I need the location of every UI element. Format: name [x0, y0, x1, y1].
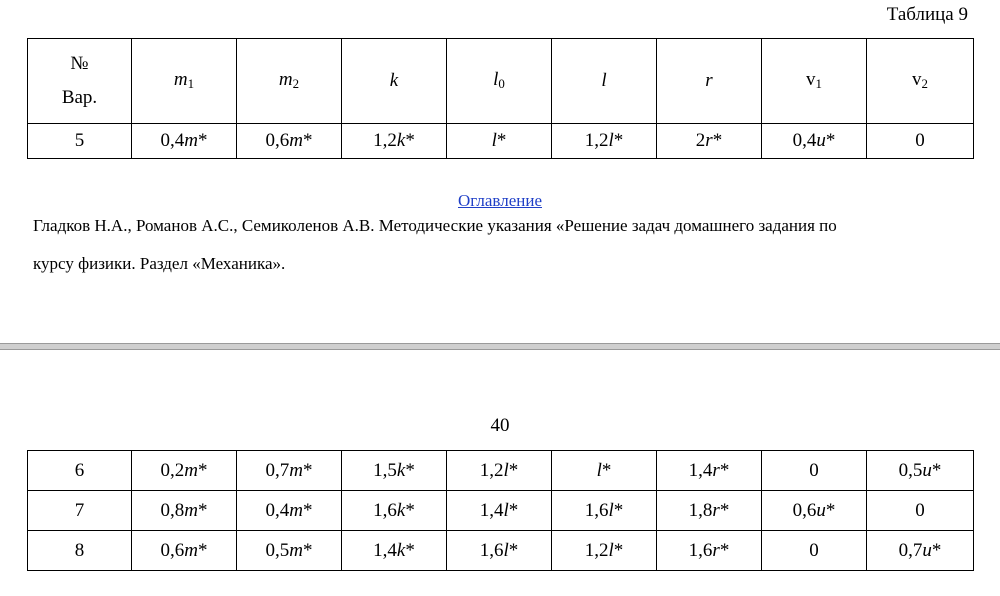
- cell-variant-number: 6: [28, 451, 132, 491]
- cell-coefficient: 0: [915, 130, 925, 151]
- cell-coefficient: 0,6: [160, 539, 185, 561]
- table-cell: [132, 491, 237, 531]
- table-cell: [237, 531, 342, 571]
- cell-star: *: [931, 539, 942, 561]
- cell-star: *: [405, 539, 415, 561]
- table-cell: [867, 124, 974, 159]
- cell-star: *: [496, 130, 507, 151]
- cell-coefficient: 1,2: [584, 130, 609, 151]
- cell-star: *: [405, 499, 415, 521]
- cell-star: *: [302, 539, 313, 561]
- cell-coefficient: 1,6: [479, 539, 504, 561]
- cell-variable: r: [712, 499, 720, 521]
- cell-coefficient: 1,6: [373, 499, 397, 521]
- header-m2: $m_2$: [237, 39, 342, 124]
- cell-coefficient: 0: [915, 499, 925, 521]
- cell-coefficient: 0,4: [160, 130, 185, 151]
- cell-coefficient: 1,4: [688, 459, 713, 481]
- table-cell: [237, 451, 342, 491]
- cell-variable: k: [396, 130, 406, 151]
- table-cell: [762, 531, 867, 571]
- cell-star: *: [197, 499, 208, 521]
- cell-star: *: [405, 130, 415, 151]
- cell-star: *: [197, 459, 208, 481]
- cell-variable: m: [184, 459, 198, 481]
- cell-coefficient: 1,5: [373, 459, 397, 481]
- cell-variable: l: [608, 130, 614, 151]
- cell-variable: m: [289, 539, 303, 561]
- cell-coefficient: 0,5: [898, 459, 923, 481]
- variants-table-bottom: [27, 450, 974, 571]
- header-k: k: [342, 39, 447, 124]
- cell-star: *: [719, 459, 730, 481]
- table-bottom-body: [28, 451, 974, 571]
- reference-line-2: курсу физики. Раздел «Механика».: [33, 254, 286, 273]
- cell-star: *: [712, 130, 723, 151]
- cell-variable: u: [816, 499, 826, 521]
- cell-coefficient: 0: [809, 459, 819, 481]
- header-v2: $v_2$: [867, 39, 974, 124]
- cell-variable: r: [705, 130, 713, 151]
- cell-coefficient: 1,2: [373, 130, 397, 151]
- cell-variable: l: [596, 459, 602, 481]
- cell-star: *: [508, 499, 519, 521]
- table-cell: [552, 531, 657, 571]
- table-cell: [237, 124, 342, 159]
- cell-variable: u: [816, 130, 826, 151]
- cell-variable: r: [712, 539, 720, 561]
- cell-variable: l: [608, 499, 614, 521]
- cell-variable: m: [289, 459, 303, 481]
- header-v1: $v_1$: [762, 39, 867, 124]
- cell-star: *: [197, 130, 208, 151]
- cell-star: *: [302, 130, 313, 151]
- cell-star: *: [931, 459, 942, 481]
- cell-variant-number: 7: [28, 491, 132, 531]
- header-r: r: [657, 39, 762, 124]
- cell-coefficient: 0,5: [265, 539, 290, 561]
- table-cell: [342, 451, 447, 491]
- header-m1: $m_1$: [132, 39, 237, 124]
- table-cell: [657, 491, 762, 531]
- header-l0: $l_0$: [447, 39, 552, 124]
- table-cell: [342, 531, 447, 571]
- table-cell: [447, 491, 552, 531]
- page-break-divider: [0, 343, 1000, 350]
- cell-star: *: [302, 499, 313, 521]
- header-num-symbol: №: [70, 53, 89, 74]
- table-cell: [237, 491, 342, 531]
- table-cell: [447, 451, 552, 491]
- cell-star: *: [613, 130, 624, 151]
- cell-variable: k: [396, 539, 406, 561]
- cell-coefficient: 0,6: [792, 499, 817, 521]
- cell-variable: m: [289, 130, 303, 151]
- cell-star: *: [508, 459, 519, 481]
- cell-coefficient: 0: [809, 539, 819, 561]
- cell-coefficient: 0,6: [265, 130, 290, 151]
- cell-variable: l: [503, 539, 509, 561]
- cell-coefficient: 1,6: [688, 539, 713, 561]
- cell-variable: u: [922, 459, 932, 481]
- table-cell: [447, 124, 552, 159]
- table-cell: [342, 124, 447, 159]
- table-cell: [132, 124, 237, 159]
- cell-coefficient: 0,4: [792, 130, 817, 151]
- table-cell: [657, 124, 762, 159]
- table-cell: [447, 531, 552, 571]
- cell-coefficient: 2: [695, 130, 706, 151]
- table-cell: [762, 451, 867, 491]
- table-cell: [132, 531, 237, 571]
- reference-line-1: Гладков Н.А., Романов А.С., Семиколенов А.В. Методические указания «Решение задач домашнего задания по: [33, 216, 837, 235]
- cell-variable: m: [184, 130, 198, 151]
- cell-star: *: [613, 539, 624, 561]
- cell-star: *: [825, 130, 836, 151]
- cell-star: *: [302, 459, 313, 481]
- cell-coefficient: 0,7: [898, 539, 923, 561]
- header-var-label: Вар.: [61, 87, 98, 108]
- toc-link[interactable]: Оглавление: [458, 191, 542, 210]
- table-top-body: [28, 124, 974, 159]
- cell-coefficient: 1,4: [373, 539, 397, 561]
- table-cell: [867, 451, 974, 491]
- header-l: l: [552, 39, 657, 124]
- cell-coefficient: 1,8: [688, 499, 713, 521]
- cell-star: *: [601, 459, 612, 481]
- table-cell: [342, 491, 447, 531]
- cell-coefficient: 0,8: [160, 499, 185, 521]
- cell-star: *: [405, 459, 415, 481]
- table-row: [28, 491, 974, 531]
- cell-variable: l: [608, 539, 614, 561]
- table-cell: [867, 491, 974, 531]
- cell-coefficient: 0,2: [160, 459, 185, 481]
- cell-coefficient: 1,4: [479, 499, 504, 521]
- cell-coefficient: 1,6: [584, 499, 609, 521]
- table-cell: [657, 531, 762, 571]
- cell-variable: m: [184, 539, 198, 561]
- table-cell: [132, 451, 237, 491]
- table-cell: [762, 124, 867, 159]
- table-row: [28, 531, 974, 571]
- cell-variable: m: [289, 499, 303, 521]
- cell-star: *: [719, 539, 730, 561]
- table-cell: [867, 531, 974, 571]
- table-cell: [552, 491, 657, 531]
- cell-star: *: [508, 539, 519, 561]
- cell-star: *: [197, 539, 208, 561]
- cell-variable: k: [396, 459, 406, 481]
- reference-text: [33, 207, 963, 283]
- table-cell: [552, 451, 657, 491]
- table-row: [28, 451, 974, 491]
- cell-coefficient: 1,2: [584, 539, 609, 561]
- table-cell: [657, 451, 762, 491]
- page-number: 40: [490, 415, 510, 436]
- cell-variable: u: [922, 539, 932, 561]
- cell-variable: k: [396, 499, 406, 521]
- cell-variable: l: [503, 459, 509, 481]
- table-cell: [762, 491, 867, 531]
- cell-coefficient: 0,7: [265, 459, 290, 481]
- cell-star: *: [719, 499, 730, 521]
- cell-star: *: [825, 499, 836, 521]
- cell-coefficient: 0,4: [265, 499, 290, 521]
- cell-coefficient: 1,2: [479, 459, 504, 481]
- cell-variable: r: [712, 459, 720, 481]
- table-caption: Таблица 9: [886, 4, 968, 25]
- table-cell: [552, 124, 657, 159]
- header-variant: [28, 39, 132, 124]
- cell-star: *: [613, 499, 624, 521]
- cell-variable: m: [184, 499, 198, 521]
- table-header-row: [28, 39, 974, 124]
- cell-variant-number: 8: [28, 531, 132, 571]
- cell-variable: l: [503, 499, 509, 521]
- table-row: [28, 124, 974, 159]
- cell-variant-number: 5: [28, 124, 132, 159]
- variants-table-top: [27, 38, 974, 159]
- cell-variable: l: [491, 130, 497, 151]
